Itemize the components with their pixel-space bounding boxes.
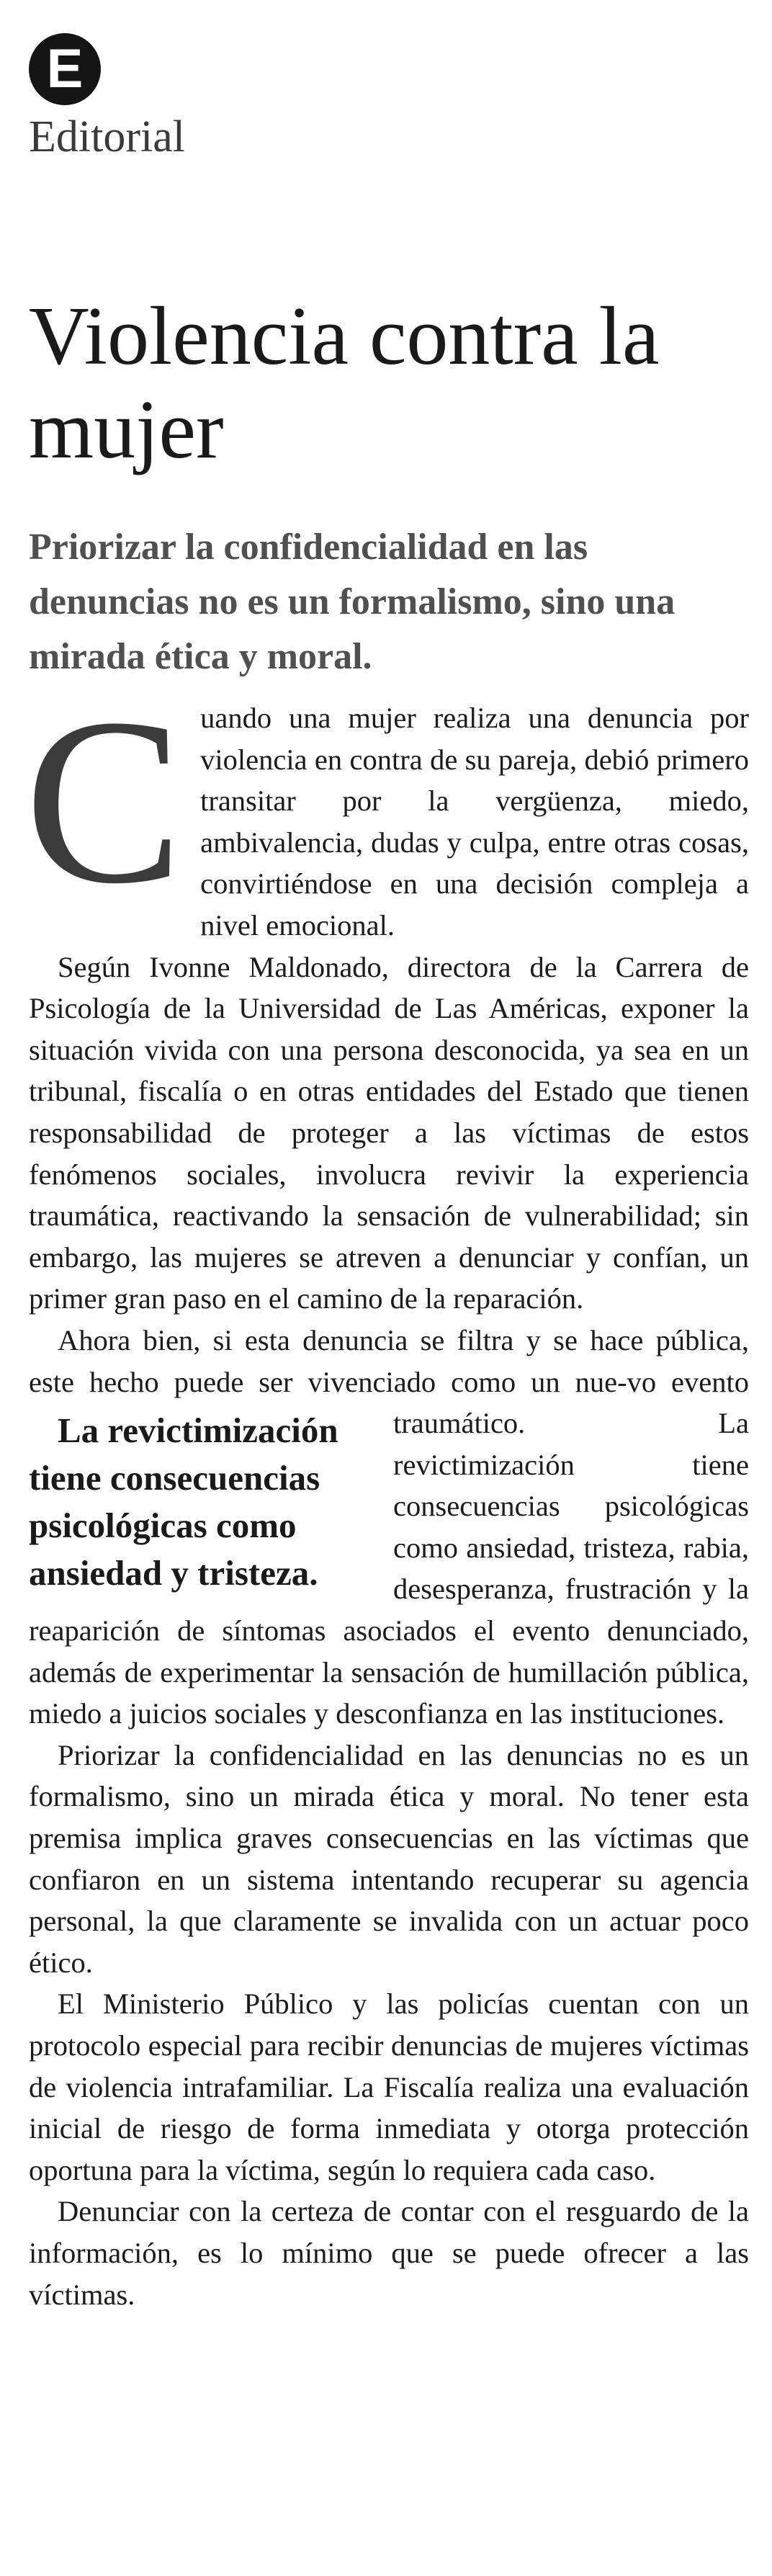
body-paragraph-5: El Ministerio Público y las policías cuentan con un protocolo especial para recibir denuncias de mujeres víctimas de violencia intrafamiliar. La Fiscalía realiza una evaluación inicial de riesgo de forma inmediata y otorga protección oportuna para la víctima, según lo requiera cada caso. [29,1987,749,2186]
body-paragraph-4: Priorizar la confidencialidad en las denuncias no es un formalismo, sino un mirada ética y moral. No tener esta premisa implica graves consecuencias en las víctimas que confiaron en un sistema intentando recuperar su agencia personal, la que claramente se invalida con un actuar poco ético. [29,1738,749,1979]
article-body [24,670,749,2315]
body-paragraph-1-text: uando una mujer realiza una denuncia por violencia en contra de su pareja, debió primero transitar por la vergüenza, miedo, ambivalencia, dudas y culpa, entre otras cosas, convirtiéndose en una decisión compleja a nivel emocional. [200,702,749,942]
section-label: Editorial [29,112,185,161]
dropcap: C [24,670,184,933]
body-paragraph-3-end: vo evento traumático. La revictimización tiene consecuencias psicológicas como ansiedad, tristeza, rabia, desesperanza, frustración y la reaparición de síntomas asociados el evento denunciado, además de experimentar la sensación de humillación pública, miedo a juicios sociales y desconfianza en las instituciones. [29,1365,749,1730]
body-paragraph-2: Según Ivonne Maldonado, directora de la Carrera de Psicología de la Universidad de Las Américas, exponer la situación vivida con una persona desconocida, ya sea en un tribunal, fiscalía o en otras entidades del Estado que tienen responsabilidad de proteger a las víctimas de estos fenómenos sociales, involucra revivir la experiencia traumática, reactivando la sensación de vulnerabilidad; sin embargo, las mujeres se atreven a denunciar y confían, un primer gran paso en el camino de la reparación. [29,950,749,1315]
body-paragraph-6: Denunciar con la certeza de contar con el resguardo de la información, es lo mínimo que se puede ofrecer a las víctimas. [29,2195,749,2311]
body-paragraph-3-start: Ahora bien, si esta denuncia se filtra y se hace pública, este hecho puede ser vivenciado como un nue- [29,1323,749,1398]
body-paragraph-3 [29,1320,749,1735]
section-logo: E [29,33,101,105]
headline: Violencia contra la mujer [29,290,660,476]
deck-subtitle: Priorizar la confidencialidad en las denuncias no es un formalismo, sino una mirada ética y moral. [29,527,676,677]
pull-quote: La revictimización tiene consecuencias psicológicas como ansiedad y tristeza. [29,1410,338,1593]
body-paragraph-1 [24,670,749,947]
